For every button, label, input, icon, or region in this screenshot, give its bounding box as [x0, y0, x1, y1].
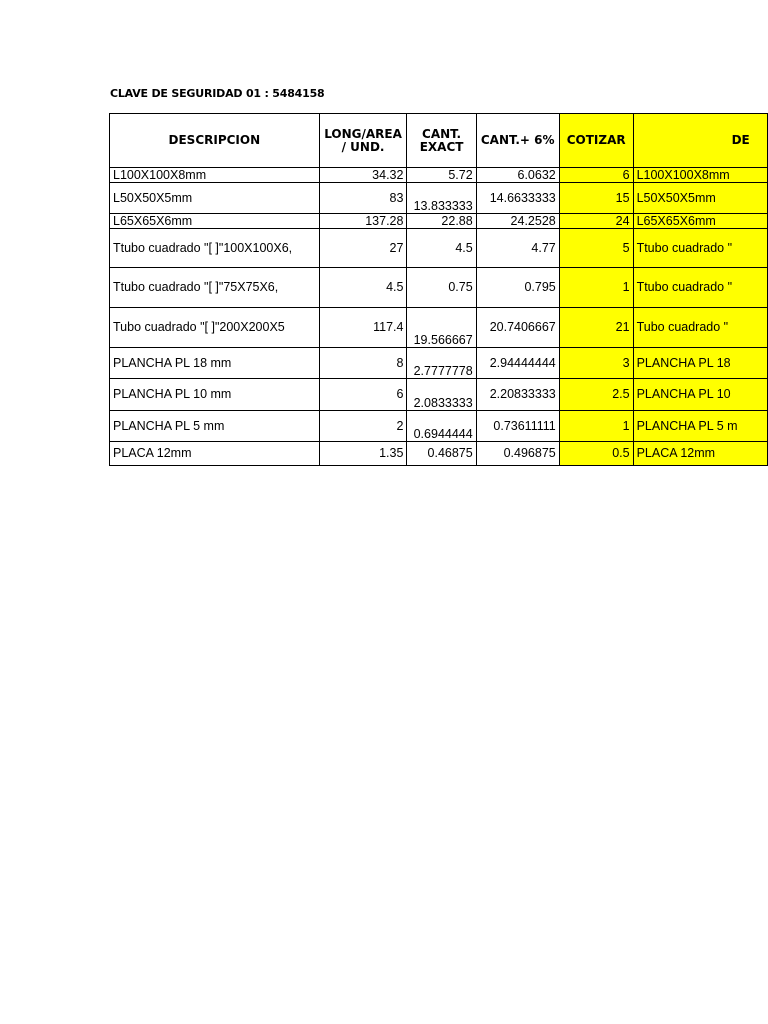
cell-cant-exact: 4.5 — [407, 229, 476, 268]
col-header-descripcion: DESCRIPCION — [110, 114, 320, 168]
table-row — [110, 379, 768, 411]
cell-cant-plus6: 0.496875 — [476, 442, 559, 466]
cell-cant-plus6: 20.7406667 — [476, 308, 559, 348]
cell-cotizar: 1 — [559, 411, 633, 442]
header-row — [110, 114, 768, 168]
cell-descripcion-copy: L50X50X5mm — [633, 183, 767, 214]
cell-cant-exact: 5.72 — [407, 168, 476, 183]
table-row — [110, 442, 768, 466]
cell-descripcion-copy: Tubo cuadrado " — [633, 308, 767, 348]
cell-descripcion: L50X50X5mm — [110, 183, 320, 214]
cell-descripcion: PLANCHA PL 18 mm — [110, 348, 320, 379]
materials-table — [109, 113, 768, 466]
cell-long-area: 83 — [319, 183, 407, 214]
cell-cant-plus6: 14.6633333 — [476, 183, 559, 214]
cell-descripcion-copy: PLANCHA PL 10 — [633, 379, 767, 411]
cell-descripcion-copy: PLACA 12mm — [633, 442, 767, 466]
cell-cant-plus6: 4.77 — [476, 229, 559, 268]
cell-descripcion: L100X100X8mm — [110, 168, 320, 183]
table-row — [110, 348, 768, 379]
cell-cotizar: 0.5 — [559, 442, 633, 466]
cell-descripcion: Tubo cuadrado "[ ]"200X200X5 — [110, 308, 320, 348]
cell-descripcion: PLANCHA PL 5 mm — [110, 411, 320, 442]
cell-cotizar: 6 — [559, 168, 633, 183]
cell-long-area: 8 — [319, 348, 407, 379]
col-header-cant-exact: CANT. EXACT — [407, 114, 476, 168]
cell-cotizar: 24 — [559, 214, 633, 229]
cell-cant-plus6: 6.0632 — [476, 168, 559, 183]
table-row — [110, 308, 768, 348]
cell-cant-exact: 0.6944444 — [407, 411, 476, 442]
cell-cant-exact: 19.566667 — [407, 308, 476, 348]
col-header-de: DE — [633, 114, 767, 168]
cell-cant-plus6: 0.73611111 — [476, 411, 559, 442]
cell-descripcion-copy: Ttubo cuadrado " — [633, 268, 767, 308]
cell-cant-plus6: 24.2528 — [476, 214, 559, 229]
cell-descripcion: PLANCHA PL 10 mm — [110, 379, 320, 411]
table-row — [110, 183, 768, 214]
cell-long-area: 27 — [319, 229, 407, 268]
cell-long-area: 2 — [319, 411, 407, 442]
cell-cotizar: 2.5 — [559, 379, 633, 411]
cell-cotizar: 21 — [559, 308, 633, 348]
cell-cant-exact: 0.46875 — [407, 442, 476, 466]
cell-cant-exact: 0.75 — [407, 268, 476, 308]
cell-long-area: 6 — [319, 379, 407, 411]
cell-cant-exact: 22.88 — [407, 214, 476, 229]
cell-descripcion-copy: PLANCHA PL 5 m — [633, 411, 767, 442]
cell-cant-plus6: 2.20833333 — [476, 379, 559, 411]
cell-long-area: 34.32 — [319, 168, 407, 183]
cell-long-area: 117.4 — [319, 308, 407, 348]
cell-cant-exact: 2.0833333 — [407, 379, 476, 411]
cell-cant-plus6: 0.795 — [476, 268, 559, 308]
cell-cant-exact: 2.7777778 — [407, 348, 476, 379]
cell-long-area: 1.35 — [319, 442, 407, 466]
cell-cant-plus6: 2.94444444 — [476, 348, 559, 379]
cell-long-area: 137.28 — [319, 214, 407, 229]
cell-long-area: 4.5 — [319, 268, 407, 308]
table-row — [110, 229, 768, 268]
cell-descripcion: PLACA 12mm — [110, 442, 320, 466]
cell-cotizar: 5 — [559, 229, 633, 268]
cell-cotizar: 3 — [559, 348, 633, 379]
cell-descripcion-copy: L100X100X8mm — [633, 168, 767, 183]
table-row — [110, 168, 768, 183]
cell-descripcion: Ttubo cuadrado "[ ]"75X75X6, — [110, 268, 320, 308]
cell-cotizar: 1 — [559, 268, 633, 308]
col-header-cant-plus6: CANT.+ 6% — [476, 114, 559, 168]
cell-descripcion-copy: PLANCHA PL 18 — [633, 348, 767, 379]
security-key-label: CLAVE DE SEGURIDAD 01 : 5484158 — [110, 87, 325, 100]
table-row — [110, 268, 768, 308]
cell-descripcion-copy: Ttubo cuadrado " — [633, 229, 767, 268]
cell-descripcion: Ttubo cuadrado "[ ]"100X100X6, — [110, 229, 320, 268]
cell-descripcion: L65X65X6mm — [110, 214, 320, 229]
col-header-cotizar: COTIZAR — [559, 114, 633, 168]
cell-descripcion-copy: L65X65X6mm — [633, 214, 767, 229]
col-header-long-area: LONG/AREA / UND. — [319, 114, 407, 168]
cell-cant-exact: 13.833333 — [407, 183, 476, 214]
table-row — [110, 411, 768, 442]
cell-cotizar: 15 — [559, 183, 633, 214]
table-row — [110, 214, 768, 229]
